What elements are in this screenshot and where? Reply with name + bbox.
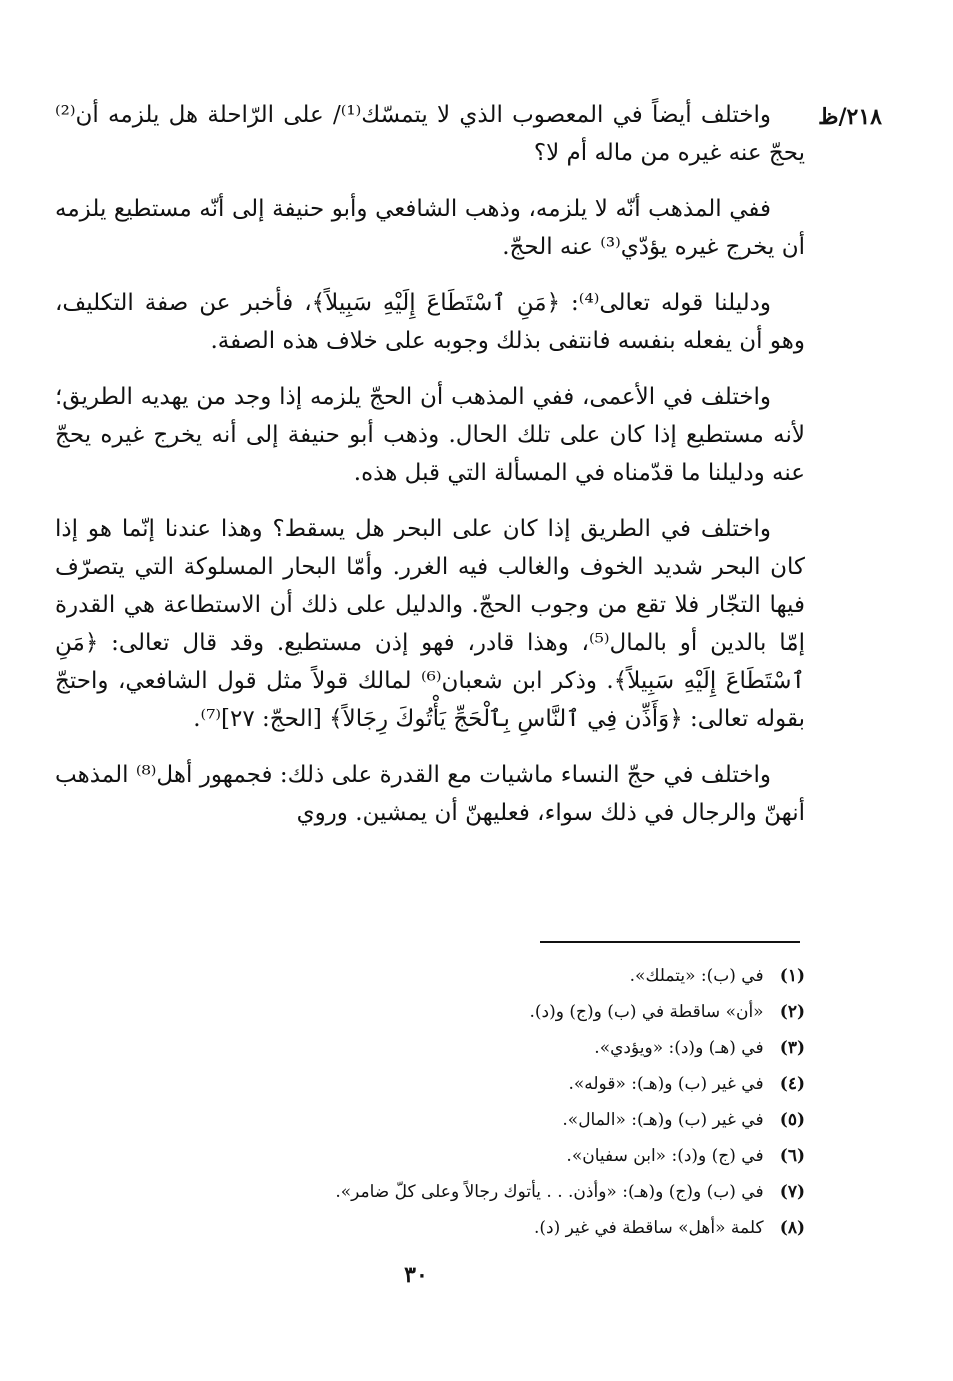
footnote-divider <box>540 941 800 943</box>
paragraph-4: واختلف في الأعمى، ففي المذهب أن الحجّ يلزمه إذا وجد من يهديه الطريق؛ لأنه مستطيع إذا كان على تلك الحال. وذهب أبو حنيفة إلى أنه يخرج غيره يحجّ عنه ودليلنا ما قدّمناه في المسألة التي قبل هذه. <box>55 384 805 486</box>
footnote-number: (٥) <box>779 1110 805 1130</box>
folio-margin-note: ٢١٨/ظ <box>818 104 882 130</box>
footnote-number: (٨) <box>779 1218 805 1238</box>
footnote-text: «أن» ساقطة في (ب) و(ج) و(د). <box>529 1002 764 1022</box>
main-text <box>55 96 805 850</box>
footnote-item <box>140 1030 805 1066</box>
footnote-text: في (ب): «يتملك». <box>629 966 764 986</box>
page-number: ٣٠ <box>404 1262 428 1288</box>
footnote-item <box>140 1102 805 1138</box>
footnote-text: في غير (ب) و(هـ): «قوله». <box>568 1074 764 1094</box>
paragraph-2: ففي المذهب أنّه لا يلزمه، وذهب الشافعي وأبو حنيفة إلى أنّه مستطيع يلزمه أن يخرج غيره يؤدّي⁽³⁾ عنه الحجّ. <box>55 196 805 260</box>
footnote-text: في (هـ) و(د): «ويؤدي». <box>594 1038 764 1058</box>
footnote-item <box>140 994 805 1030</box>
footnote-text: كلمة «أهل» ساقطة في غير (د). <box>534 1218 764 1238</box>
paragraph-6: واختلف في حجّ النساء ماشيات مع القدرة على ذلك: فجمهور أهل⁽⁸⁾ المذهب أنهنّ والرجال في ذلك سواء، فعليهنّ أن يمشين. وروي <box>55 762 805 826</box>
footnote-number: (٢) <box>779 1002 805 1022</box>
footnote-item <box>140 1210 805 1246</box>
paragraph-5: واختلف في الطريق إذا كان على البحر هل يسقط؟ وهذا عندنا إنّما هو إذا كان البحر شديد الخوف والغالب فيه الغرر. وأمّا البحار المسلوكة التي يتصرّف فيها التجّار فلا تقع من وجوب الحجّ. والدليل على ذلك أن الاستطاعة هي القدرة إمّا بالدين أو بالمال⁽⁵⁾، وهذا قادر، فهو إذن مستطيع. وقد قال تعالى: ﴿مَنِ ٱسْتَطَاعَ إِلَيْهِ سَبِيلاً﴾. وذكر ابن شعبان⁽⁶⁾ لمالك قولاً مثل قول الشافعي، واحتجّ بقوله تعالى: ﴿وَأَذِّن فِي ٱلنَّاسِ بِٱلْحَجِّ يَأْتُوكَ رِجَالاً﴾ [الحجّ: ٢٧]⁽⁷⁾. <box>55 516 806 732</box>
footnote-text: في (ج) و(د): «ابن سفيان». <box>566 1146 764 1166</box>
footnote-number: (١) <box>779 966 805 986</box>
footnote-number: (٣) <box>779 1038 805 1058</box>
footnote-text: في (ب) و(ج) و(هـ): «وأذن. . . يأتوك رجالاً وعلى كلّ ضامر». <box>335 1182 764 1202</box>
paragraph-3: ودليلنا قوله تعالى⁽⁴⁾: ﴿مَنِ ٱسْتَطَاعَ إِلَيْهِ سَبِيلاً﴾، فأخبر عن صفة التكليف، وهو أن يفعله بنفسه فانتفى بذلك وجوبه على خلاف هذه الصفة. <box>55 290 805 354</box>
footnotes-list <box>140 958 805 1246</box>
footnote-item <box>140 958 805 994</box>
footnote-number: (٤) <box>779 1074 805 1094</box>
footnote-item <box>140 1138 805 1174</box>
paragraph-1: واختلف أيضاً في المعصوب الذي لا يتمسّك⁽¹⁾/ على الرّاحلة هل يلزمه أن⁽²⁾ يحجّ عنه غيره من ماله أم لا؟ <box>55 102 805 166</box>
footnote-number: (٦) <box>779 1146 805 1166</box>
footnote-number: (٧) <box>779 1182 805 1202</box>
footnote-item <box>140 1174 805 1210</box>
footnote-item <box>140 1066 805 1102</box>
footnote-text: في غير (ب) و(هـ): «المال». <box>562 1110 764 1130</box>
